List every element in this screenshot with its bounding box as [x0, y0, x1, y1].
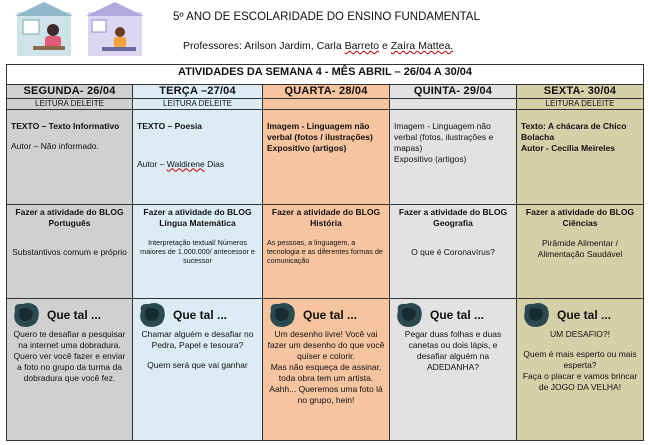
reading-author: Autor – Waldirene Dias	[137, 158, 225, 169]
ink-blot-icon	[137, 301, 167, 329]
blog-desc: O que é Coronavírus?	[411, 246, 495, 257]
day-header-wednesday: QUARTA- 28/04	[263, 85, 390, 99]
subheader-tuesday: LEITURA DELEITE	[133, 99, 263, 110]
reading-title: TEXTO – Poesia	[137, 120, 203, 131]
teachers-prefix: Professores: Arilson Jardim, Carla	[183, 40, 345, 52]
teachers-mid: e	[379, 40, 391, 52]
reading-title: Texto: A chácara de Chico Bolacha	[521, 120, 627, 142]
blog-cell-tuesday	[133, 204, 263, 299]
challenge-cell-thursday	[390, 299, 517, 441]
ink-blot-icon	[11, 301, 41, 329]
challenge-text: Chamar alguém e desafiar no Pedra, Papel e tesoura?	[141, 329, 254, 351]
challenge-text-2: Faça o placar e vamos brincar de JOGO DA VELHA!	[522, 371, 638, 393]
challenge-text: Pegar duas folhas e duas canetas ou dois lápis, e desafiar alguém na ADEDANHA?	[404, 329, 502, 373]
reading-genre: Expositivo (artigos)	[394, 153, 467, 164]
blog-cell-monday	[7, 204, 133, 299]
challenge-text: Um desenho livre! Você vai fazer um desenho do que você quiser e colorir.	[267, 329, 385, 362]
blog-cell-thursday	[390, 204, 517, 299]
challenge-text: Quem é mais esperto ou mais esperta?	[523, 349, 637, 371]
ink-blot-icon	[394, 301, 424, 329]
challenge-heading: Que tal ...	[47, 307, 102, 322]
subheader-thursday	[390, 99, 517, 110]
challenge-question: Quem será que vai ganhar	[147, 360, 248, 371]
reading-author: Autor – Não informado.	[11, 140, 99, 151]
blog-desc: Pirâmide Alimentar / Alimentação Saudável	[537, 237, 623, 259]
document-header	[0, 0, 649, 64]
teacher-name-barreto: Barreto	[344, 40, 380, 52]
blog-title: Fazer a atividade do BLOG Língua Matemática	[143, 206, 252, 228]
challenge-heading: Que tal ...	[303, 307, 358, 322]
reading-title: Imagem - Linguagem não verbal (fotos, ilustrações e mapas)	[394, 120, 494, 153]
blog-title: Fazer a atividade do BLOG Português	[15, 206, 124, 228]
blog-desc: As pessoas, a linguagem, a tecnologia e as diferentes formas de comunicação	[267, 237, 383, 265]
subheader-friday: LEITURA DELEITE	[517, 99, 644, 110]
challenge-subheading: UM DESAFIO?!	[550, 329, 610, 340]
day-header-tuesday: TERÇA –27/04	[133, 85, 263, 99]
challenge-cell-wednesday	[263, 299, 390, 441]
challenge-cell-monday	[7, 299, 133, 441]
challenge-text-3: Aahh... Queremos uma foto lá no grupo, hein!	[269, 384, 383, 406]
school-title: 5º ANO DE ESCOLARIDADE DO ENSINO FUNDAMENTAL	[173, 11, 480, 23]
ink-blot-icon	[267, 301, 297, 329]
challenge-cell-friday	[517, 299, 644, 441]
reading-title: TEXTO – Texto Informativo	[11, 120, 120, 131]
blog-desc: Interpretação textual/ Números maiores de 1.000.000/ antecessor e sucessor	[140, 237, 255, 265]
blog-title: Fazer a atividade do BLOG História	[271, 206, 381, 228]
reading-cell-tuesday	[133, 109, 263, 204]
reading-cell-friday	[517, 109, 644, 204]
challenge-cell-tuesday	[133, 299, 263, 441]
day-header-friday: SEXTA- 30/04	[517, 85, 644, 99]
home-study-illustration-icon	[13, 2, 75, 60]
blog-title: Fazer a atividade do BLOG Geografia	[398, 206, 508, 228]
challenge-heading: Que tal ...	[557, 307, 612, 322]
blog-cell-wednesday	[263, 204, 390, 299]
blog-title: Fazer a atividade do BLOG Ciências	[525, 206, 635, 228]
challenge-heading: Que tal ...	[430, 307, 485, 322]
reading-cell-wednesday	[263, 109, 390, 204]
blog-desc: Substantivos comum e próprio	[12, 246, 127, 257]
child-study-illustration-icon	[84, 2, 146, 60]
challenge-text: Quero te desafiar a pesquisar na internet uma dobradura. Quero ver você fazer e enviar a foto no grupo da turma da dobradura que você fez.	[13, 329, 126, 384]
table-title: ATIVIDADES DA SEMANA 4 - MÊS ABRIL – 26/04 A 30/04	[7, 65, 644, 85]
subheader-monday: LEITURA DELEITE	[7, 99, 133, 110]
reading-cell-monday	[7, 109, 133, 204]
challenge-heading: Que tal ...	[173, 307, 228, 322]
challenge-text-2: Mas não esqueça de assinar, toda obra tem um artista.	[270, 362, 382, 384]
day-header-monday: SEGUNDA- 26/04	[7, 85, 133, 99]
teachers-line	[183, 40, 453, 52]
weekly-activities-table	[6, 64, 644, 441]
day-header-thursday: QUINTA- 29/04	[390, 85, 517, 99]
reading-cell-thursday	[390, 109, 517, 204]
teacher-name-zaira: Zaíra Mattea.	[390, 40, 454, 52]
reading-author: Autor - Cecília Meireles	[521, 142, 616, 153]
subheader-wednesday	[263, 99, 390, 110]
reading-title: Imagem - Linguagem não verbal (fotos / ilustrações) Expositivo (artigos)	[267, 120, 373, 153]
ink-blot-icon	[521, 301, 551, 329]
blog-cell-friday	[517, 204, 644, 299]
